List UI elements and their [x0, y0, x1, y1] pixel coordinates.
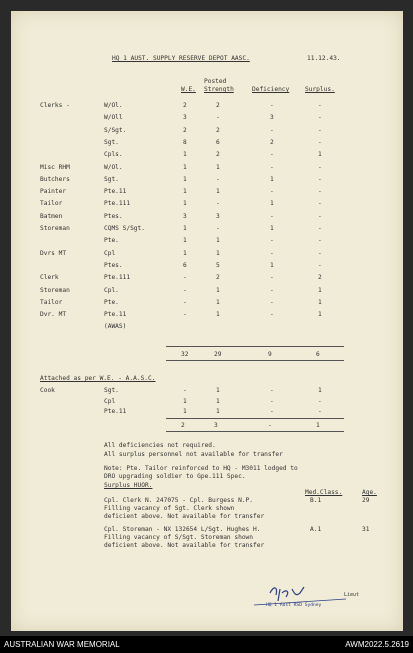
table-cell-role: Clerk: [40, 274, 59, 282]
table-cell-he: 1: [183, 163, 187, 171]
table-cell-role: Clerks -: [40, 102, 70, 109]
table-cell-deficiency: -: [270, 151, 274, 159]
table-cell-he: -: [183, 274, 187, 282]
table-cell-rank: W/Oll: [104, 114, 123, 122]
table-cell-deficiency: 1: [270, 225, 274, 232]
table-cell-deficiency: -: [270, 298, 274, 306]
table-cell-strength: -: [216, 114, 220, 122]
table-cell-deficiency: -: [270, 126, 274, 134]
surplus-entry-med: A.1: [310, 526, 322, 533]
attached-cell-surplus: -: [318, 397, 322, 405]
table-cell-he: 3: [183, 212, 187, 220]
table-cell-rank: Pte.11: [104, 188, 127, 196]
surplus-entry-line: Filling vacancy of S/Sgt. Storeman shown: [104, 534, 254, 541]
table-cell-deficiency: -: [270, 274, 274, 282]
table-cell-surplus: 1: [318, 298, 322, 306]
surplus-entry-line: Filling vacancy of Sgt. Clerk shown: [104, 505, 235, 512]
table-cell-deficiency: -: [270, 286, 274, 294]
table-cell-deficiency: -: [270, 188, 274, 196]
table-cell-surplus: -: [318, 138, 322, 146]
att-total-strength: 3: [214, 422, 218, 429]
attached-cell-he: -: [183, 387, 187, 394]
surplus-entry-line: Cpl. Storeman - NX 132654 L/Sgt. Hughes H.: [104, 526, 261, 533]
table-cell-deficiency: 2: [270, 138, 274, 146]
table-cell-he: 1: [183, 175, 187, 183]
table-cell-he: -: [183, 298, 187, 306]
surplus-entry-line: deficient above. Not available for transfer: [104, 513, 265, 520]
age-label: Age.: [362, 489, 377, 496]
table-cell-strength: 2: [216, 274, 220, 282]
attached-rule: [166, 418, 344, 419]
table-cell-he: 1: [183, 225, 187, 232]
attached-cell-surplus: 1: [318, 387, 322, 394]
table-cell-rank: W/Ol.: [104, 102, 123, 109]
table-cell-strength: 1: [216, 286, 220, 294]
table-cell-strength: 1: [216, 237, 220, 245]
total-rule: [166, 346, 344, 347]
table-cell-rank: Cpl: [104, 249, 116, 257]
table-cell-deficiency: -: [270, 163, 274, 171]
table-cell-strength: -: [216, 200, 220, 208]
table-cell-surplus: -: [318, 114, 322, 122]
table-cell-strength: 6: [216, 138, 220, 146]
table-cell-strength: 2: [216, 151, 220, 159]
table-cell-he: 1: [183, 237, 187, 245]
table-cell-deficiency: -: [270, 311, 274, 319]
signature-stamp-line: HQ 1 Aust RSD Sydney: [266, 603, 322, 608]
table-cell-surplus: 2: [318, 274, 322, 282]
total-surplus: 6: [316, 351, 320, 358]
table-cell-he: 1: [183, 200, 187, 208]
attached-cell-deficiency: -: [270, 397, 274, 405]
table-cell-role: Misc RHM: [40, 163, 70, 171]
note-line: All surplus personnel not available for transfer: [104, 451, 283, 458]
surplus-entry-age: 29: [362, 497, 370, 504]
table-cell-he: -: [183, 286, 187, 294]
total-deficiency: 9: [268, 351, 272, 358]
att-total-he: 2: [181, 422, 185, 429]
attached-cell-rank: Pte.11: [104, 408, 127, 415]
table-cell-deficiency: -: [270, 237, 274, 245]
table-cell-rank: Sgt.: [104, 138, 119, 146]
col-he: W.E.: [181, 86, 196, 93]
table-cell-deficiency: -: [270, 212, 274, 220]
footer-institution: AUSTRALIAN WAR MEMORIAL: [4, 640, 120, 649]
surplus-heading: Surplus HUOR.: [104, 482, 153, 489]
attached-cell-strength: 1: [216, 387, 220, 394]
table-cell-strength: 3: [216, 212, 220, 220]
footer-reference: AWM2022.5.2619: [345, 640, 409, 649]
surplus-entry-line: Cpl. Clerk N. 247075 - Cpl. Burgess N.P.: [104, 497, 254, 504]
table-cell-strength: 1: [216, 311, 220, 319]
table-cell-role: Dvrs MT: [40, 249, 67, 257]
attached-cell-role: Cook: [40, 387, 55, 394]
table-cell-strength: 2: [216, 102, 220, 109]
table-cell-surplus: -: [318, 237, 322, 245]
attached-rule-bottom: [166, 431, 344, 432]
att-total-surplus: 1: [316, 422, 320, 429]
surplus-entry-line: deficient above. Not available for transfer: [104, 542, 265, 549]
table-cell-surplus: -: [318, 126, 322, 134]
table-cell-he: 8: [183, 138, 187, 146]
total-he: 32: [181, 351, 189, 358]
table-cell-he: 2: [183, 126, 187, 134]
table-cell-deficiency: 1: [270, 261, 274, 269]
table-cell-surplus: -: [318, 249, 322, 257]
table-cell-rank: (AWAS): [104, 323, 127, 331]
document-date: 11.12.43.: [307, 55, 341, 62]
col-deficiency: Deficiency: [252, 86, 290, 93]
attached-cell-strength: 1: [216, 408, 220, 415]
table-cell-rank: W/Ol.: [104, 163, 123, 171]
attached-cell-deficiency: -: [270, 408, 274, 415]
table-cell-strength: -: [216, 175, 220, 183]
table-cell-surplus: -: [318, 261, 322, 269]
table-cell-strength: 2: [216, 126, 220, 134]
table-cell-role: Tailor: [40, 200, 63, 208]
table-cell-surplus: -: [318, 188, 322, 196]
table-cell-rank: Pte.111: [104, 200, 131, 208]
table-cell-deficiency: 1: [270, 200, 274, 208]
table-cell-role: Butchers: [40, 175, 70, 183]
note-line: DRO upgrading soldier to Gpe.111 Spec.: [104, 473, 246, 480]
attached-cell-surplus: -: [318, 408, 322, 415]
attached-heading: Attached as per W.E. - A.A.S.C.: [40, 375, 156, 382]
table-cell-rank: Cpl.: [104, 286, 119, 294]
col-strength: Strength: [204, 86, 234, 93]
table-cell-deficiency: 3: [270, 114, 274, 122]
table-cell-surplus: -: [318, 212, 322, 220]
table-cell-rank: Pte.: [104, 237, 119, 245]
table-cell-surplus: -: [318, 163, 322, 171]
table-cell-surplus: -: [318, 175, 322, 183]
table-cell-strength: 5: [216, 261, 220, 269]
archive-footer: [0, 636, 413, 653]
table-cell-deficiency: 1: [270, 175, 274, 183]
att-total-deficiency: -: [268, 422, 272, 429]
med-class-label: Med.Class.: [305, 489, 343, 496]
table-cell-role: Dvr. MT: [40, 311, 67, 319]
surplus-entry-med: B.1: [310, 497, 322, 504]
table-cell-strength: -: [216, 225, 220, 232]
table-cell-surplus: 1: [318, 286, 322, 294]
table-cell-surplus: -: [318, 225, 322, 232]
table-cell-rank: Pte.11: [104, 311, 127, 319]
table-cell-he: -: [183, 311, 187, 319]
table-cell-strength: 1: [216, 249, 220, 257]
table-cell-surplus: -: [318, 102, 322, 109]
table-cell-rank: Ptes.: [104, 261, 123, 269]
table-cell-surplus: 1: [318, 311, 322, 319]
table-cell-rank: S/Sgt.: [104, 126, 127, 134]
total-rule-bottom: [166, 360, 344, 361]
table-cell-rank: Cpls.: [104, 151, 123, 159]
table-cell-role: Storeman: [40, 225, 70, 232]
table-cell-surplus: 1: [318, 151, 322, 159]
table-cell-surplus: -: [318, 200, 322, 208]
total-strength: 29: [214, 351, 222, 358]
col-surplus: Surplus.: [305, 86, 335, 93]
table-cell-deficiency: -: [270, 102, 274, 109]
table-cell-role: Batmen: [40, 212, 63, 220]
attached-cell-deficiency: -: [270, 387, 274, 394]
table-cell-rank: Sgt.: [104, 175, 119, 183]
note-line: All deficiencies not required.: [104, 442, 216, 449]
table-cell-strength: 1: [216, 298, 220, 306]
attached-cell-rank: Cpl: [104, 397, 116, 405]
table-cell-he: 1: [183, 249, 187, 257]
attached-cell-he: 1: [183, 408, 187, 415]
attached-cell-strength: 1: [216, 397, 220, 405]
table-cell-rank: Pte.111: [104, 274, 131, 282]
attached-cell-rank: Sgt.: [104, 387, 119, 394]
table-cell-rank: CQMS S/Sgt.: [104, 225, 145, 232]
table-cell-deficiency: -: [270, 249, 274, 257]
note-line: Note: Pte. Tailor reinforced to HQ - M3011 lodged to: [104, 465, 298, 472]
table-cell-he: 1: [183, 188, 187, 196]
table-cell-role: Storeman: [40, 286, 70, 294]
col-posted: Posted: [204, 78, 227, 85]
table-cell-role: Painter: [40, 188, 67, 196]
attached-cell-he: 1: [183, 397, 187, 405]
table-cell-he: 3: [183, 114, 187, 122]
table-cell-strength: 1: [216, 163, 220, 171]
table-cell-rank: Ptes.: [104, 212, 123, 220]
table-cell-he: 6: [183, 261, 187, 269]
table-cell-role: Tailor: [40, 298, 63, 306]
document-title: HQ 1 AUST. SUPPLY RESERVE DEPOT AASC.: [112, 55, 250, 62]
surplus-entry-age: 31: [362, 526, 370, 533]
table-cell-rank: Pte.: [104, 298, 119, 306]
table-cell-he: 2: [183, 102, 187, 109]
signature-caption: Lieut: [344, 592, 360, 598]
table-cell-strength: 1: [216, 188, 220, 196]
table-cell-he: 1: [183, 151, 187, 159]
